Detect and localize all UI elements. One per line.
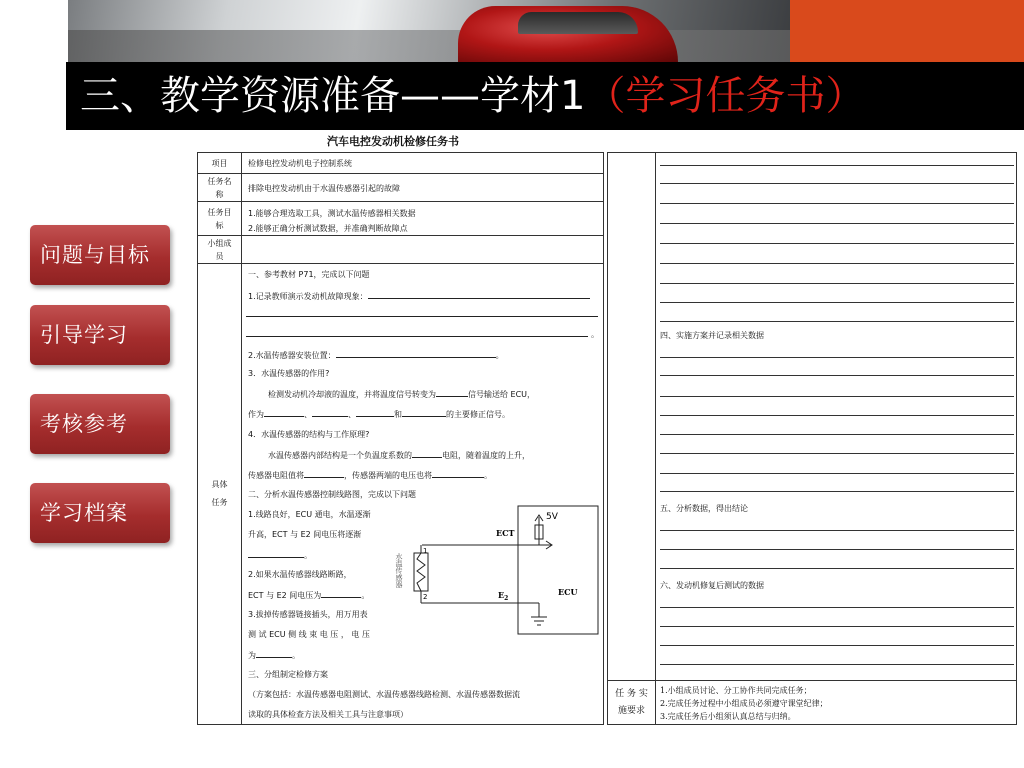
row-task-goal [198,202,603,236]
answer-blank-3d[interactable] [356,408,394,417]
record-line[interactable] [660,357,1014,358]
answer-blank-2[interactable] [336,349,496,358]
label-ect: ECT [496,528,515,538]
pin-2: 2 [423,593,428,601]
row-project-value: 检修电控发动机电子控制系统 [248,159,352,168]
record-line[interactable] [660,203,1014,204]
repair-data-line[interactable] [660,626,1014,627]
question-4-c: 传感器电阻值将 ，传感器两端的电压也将 。 [248,471,492,480]
section-3-line-b: 读取的具体检查方法及相关工具与注意事项） [248,710,408,719]
answer-blank-a1[interactable] [248,549,304,558]
answer-blank-4c[interactable] [432,469,484,478]
row-task-goal-value-2: 2.能够正确分析测试数据，并准确判断故障点 [248,224,408,233]
label-5v: 5V [546,512,558,522]
answer-blank-3a[interactable] [436,388,468,397]
question-4: 4．水温传感器的结构与工作原理? [248,430,370,439]
task-requirements-label-1: 任 务 实 [615,689,648,699]
sensor-body [414,553,428,591]
answer-line-1b[interactable] [246,316,598,317]
record-line[interactable] [660,453,1014,454]
record-line[interactable] [660,434,1014,435]
analysis-2-line-2: ECT 与 E2 间电压为 。 [248,591,370,600]
answer-line-1c[interactable] [246,336,588,337]
record-line[interactable] [660,321,1014,322]
question-3-c: 作为 、 、 和 的主要修正信号。 [248,410,510,419]
header-car-photo [68,0,790,62]
question-1-end: 。 [591,330,599,339]
record-line[interactable] [660,283,1014,284]
analysis-2-line-1: 2.如果水温传感器线路断路， [248,570,352,579]
section-5-heading: 五、分析数据，得出结论 [660,504,748,513]
answer-blank-a3[interactable] [256,649,292,658]
analysis-3-line-2: 测 试 ECU 侧 线 束 电 压 ， 电 压 [248,630,370,639]
row-task-name-value: 排除电控发动机由于水温传感器引起的故障 [248,184,400,193]
row-specific-label-2: 任务 [211,498,228,507]
repair-data-line[interactable] [660,664,1014,665]
record-line[interactable] [660,396,1014,397]
answer-blank-3e[interactable] [402,408,446,417]
answer-blank-4a[interactable] [412,449,442,458]
row-specific-label-1: 具体 [211,480,228,489]
row-specific-label [198,264,242,724]
doc-caption: 汽车电控发动机检修任务书 [327,135,459,148]
record-line[interactable] [660,473,1014,474]
question-4-a: 水温传感器内部结构是一个负温度系数的 电阻，随着温度的上升， [268,451,530,460]
row-members-label: 小组成员 [198,236,242,263]
record-line[interactable] [660,263,1014,264]
sensor-label: 水温传感器 [395,553,403,588]
row-members [198,236,603,264]
menu-button-goals[interactable]: 问题与目标 [30,225,170,285]
row-task-name-label: 任务名称 [198,174,242,201]
conclusion-line[interactable] [660,530,1014,531]
task-requirements-row [608,680,1016,724]
conclusion-line[interactable] [660,549,1014,550]
answer-blank-4b[interactable] [304,469,344,478]
section-6-heading: 六、发动机修复后测试的数据 [660,581,764,590]
task-requirements-label [608,681,656,725]
section-3-line-a: （方案包括：水温传感器电阻测试、水温传感器线路检测、水温传感器数据流 [248,690,520,699]
answer-blank-a2[interactable] [321,589,361,598]
requirement-1: 1.小组成员讨论、分工协作共同完成任务； [660,686,812,695]
menu-button-assessment[interactable]: 考核参考 [30,394,170,454]
row-task-goal-value-1: 1.能够合理选取工具，测试水温传感器相关数据 [248,209,416,218]
row-project [198,153,603,174]
road-image [68,30,790,62]
right-label-column [608,153,656,724]
row-task-goal-label: 任务目标 [198,202,242,235]
menu-button-guided-learning[interactable]: 引导学习 [30,305,170,365]
record-line[interactable] [660,375,1014,376]
answer-blank-3b[interactable] [264,408,304,417]
answer-blank-1[interactable] [368,290,590,299]
section-4-heading: 四、实施方案并记录相关数据 [660,331,764,340]
header-orange-block [790,0,1024,62]
record-line[interactable] [660,243,1014,244]
slide-title [80,62,865,130]
answer-blank-3c[interactable] [312,408,348,417]
slide-title-paren: （学习任务书） [585,73,866,119]
section-2-heading: 二、分析水温传感器控制线路图，完成以下问题 [248,490,416,499]
record-line[interactable] [660,183,1014,184]
label-e2: $E_2$ [498,590,509,602]
analysis-3-line-1: 3.拔掉传感器链接插头，用万用表 [248,610,368,619]
repair-data-line[interactable] [660,645,1014,646]
thermistor-symbol [417,553,425,591]
analysis-1-line-3: 。 [248,549,312,561]
conclusion-line[interactable] [660,568,1014,569]
ecu-box [518,506,598,634]
row-project-label: 项目 [198,153,242,173]
car-window-image [518,12,638,34]
record-line[interactable] [660,165,1014,166]
task-sheet-right [607,152,1017,725]
section-1-heading: 一、参考教材 P71，完成以下问题 [248,270,370,279]
question-3-a: 检测发动机冷却液的温度，并将温度信号转变为 信号输送给 ECU， [268,390,536,399]
task-requirements-label-2: 施要求 [617,706,645,716]
requirement-2: 2.完成任务过程中小组成员必须遵守课堂纪律； [660,699,828,708]
row-task-name [198,174,603,202]
question-3: 3．水温传感器的作用? [248,369,330,378]
slide-title-main: 三、教学资源准备——学材1 [80,73,586,119]
pin-1: 1 [423,547,428,555]
label-ecu: ECU [558,587,578,597]
record-line[interactable] [660,302,1014,303]
question-2: 2.水温传感器安装位置： 。 [248,351,504,360]
analysis-1-line-1: 1.线路良好，ECU 通电，水温逐渐 [248,510,371,519]
analysis-1-line-2: 升高，ECT 与 E2 间电压将逐渐 [248,530,362,539]
menu-button-archive[interactable]: 学习档案 [30,483,170,543]
record-line[interactable] [660,491,1014,492]
sensor-circuit-diagram [390,503,600,641]
record-line[interactable] [660,223,1014,224]
repair-data-line[interactable] [660,607,1014,608]
section-3-heading: 三、分组制定检修方案 [248,670,328,679]
record-line[interactable] [660,415,1014,416]
requirement-3: 3.完成任务后小组须认真总结与归纳。 [660,712,796,721]
question-1: 1.记录教师演示发动机故障现象： [248,290,590,302]
analysis-3-line-3: 为 。 [248,651,300,660]
